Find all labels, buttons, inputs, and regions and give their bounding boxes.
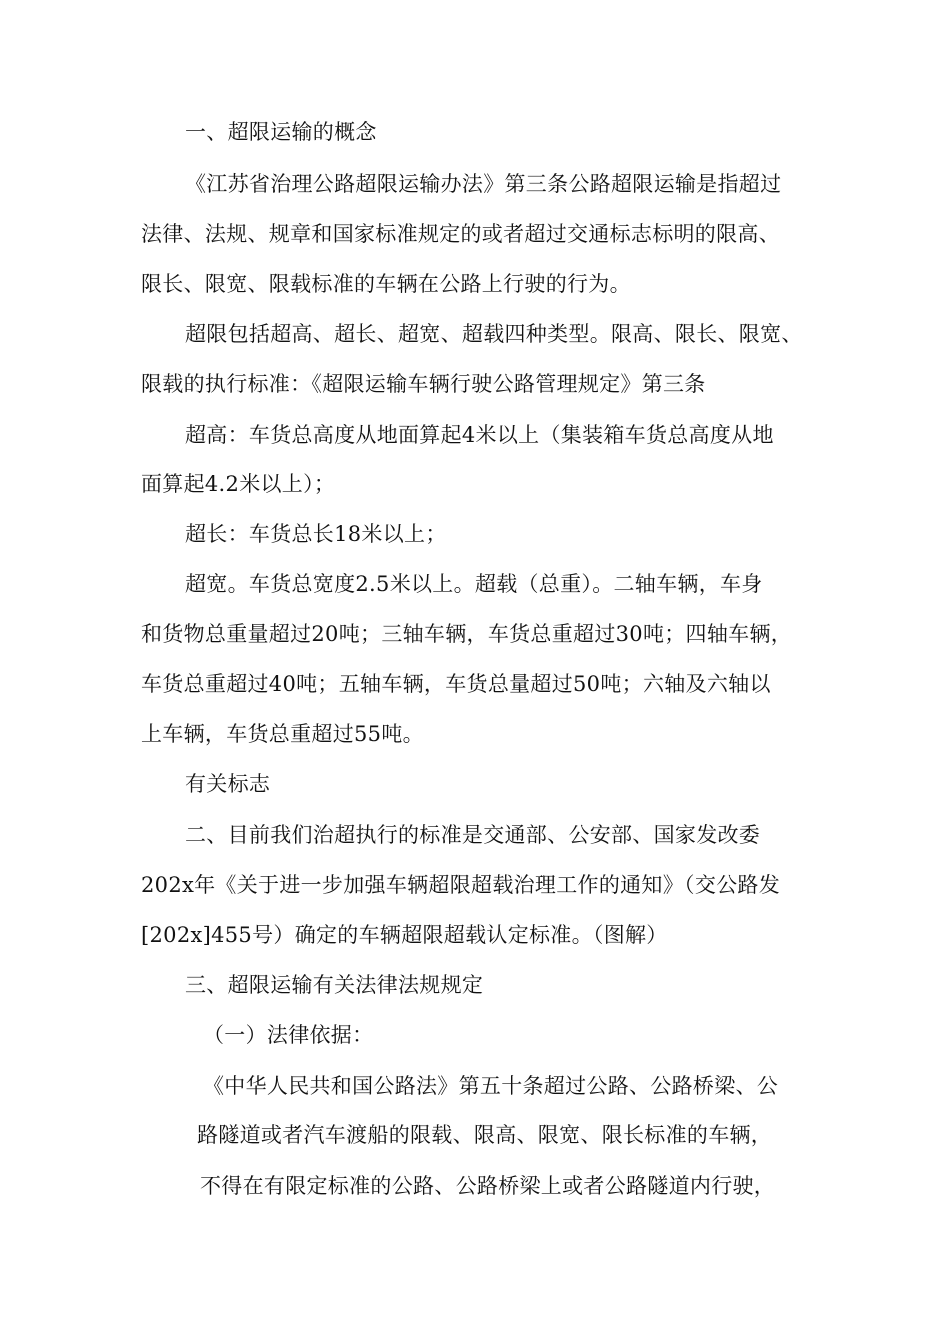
paragraph-line: 限长、限宽、限载标准的车辆在公路上行驶的行为。 (141, 272, 631, 296)
paragraph-line: 超宽。车货总宽度2.5米以上。超载（总重）。二轴车辆，车身 (185, 572, 763, 596)
paragraph-line: 超限包括超高、超长、超宽、超载四种类型。限高、限长、限宽、 (185, 322, 803, 346)
paragraph-line: 202x年《关于进一步加强车辆超限超载治理工作的通知》（交公路发 (141, 873, 781, 897)
heading-signs: 有关标志 (185, 772, 271, 796)
paragraph-line: 超高：车货总高度从地面算起4米以上（集装箱车货总高度从地 (185, 423, 774, 447)
paragraph-line: 上车辆，车货总重超过55吨。 (141, 722, 424, 746)
heading-concept: 一、超限运输的概念 (185, 120, 377, 144)
paragraph-line: 超长：车货总长18米以上； (185, 522, 447, 546)
paragraph-line: 限载的执行标准：《超限运输车辆行驶公路管理规定》第三条 (141, 372, 706, 396)
paragraph-line: 法律、法规、规章和国家标准规定的或者超过交通标志标明的限高、 (141, 222, 780, 246)
paragraph-line: [202x]455号）确定的车辆超限超载认定标准。（图解） (141, 923, 668, 947)
subheading-legal-basis: （一）法律依据： (203, 1023, 374, 1047)
paragraph-line: 路隧道或者汽车渡船的限载、限高、限宽、限长标准的车辆， (197, 1123, 773, 1147)
paragraph-line: 《中华人民共和国公路法》第五十条超过公路、公路桥梁、公 (203, 1074, 779, 1098)
paragraph-line: 面算起4.2米以上）； (141, 472, 336, 496)
paragraph-line: 不得在有限定标准的公路、公路桥梁上或者公路隧道内行驶， (200, 1174, 776, 1198)
heading-laws: 三、超限运输有关法律法规规定 (185, 973, 484, 997)
paragraph-line: 和货物总重量超过20吨；三轴车辆，车货总重超过30吨；四轴车辆， (141, 622, 793, 646)
paragraph-line: 《江苏省治理公路超限运输办法》第三条公路超限运输是指超过 (185, 172, 782, 196)
paragraph-line: 车货总重超过40吨；五轴车辆，车货总量超过50吨；六轴及六轴以 (141, 672, 771, 696)
heading-standards: 二、目前我们治超执行的标准是交通部、公安部、国家发改委 (185, 823, 761, 847)
